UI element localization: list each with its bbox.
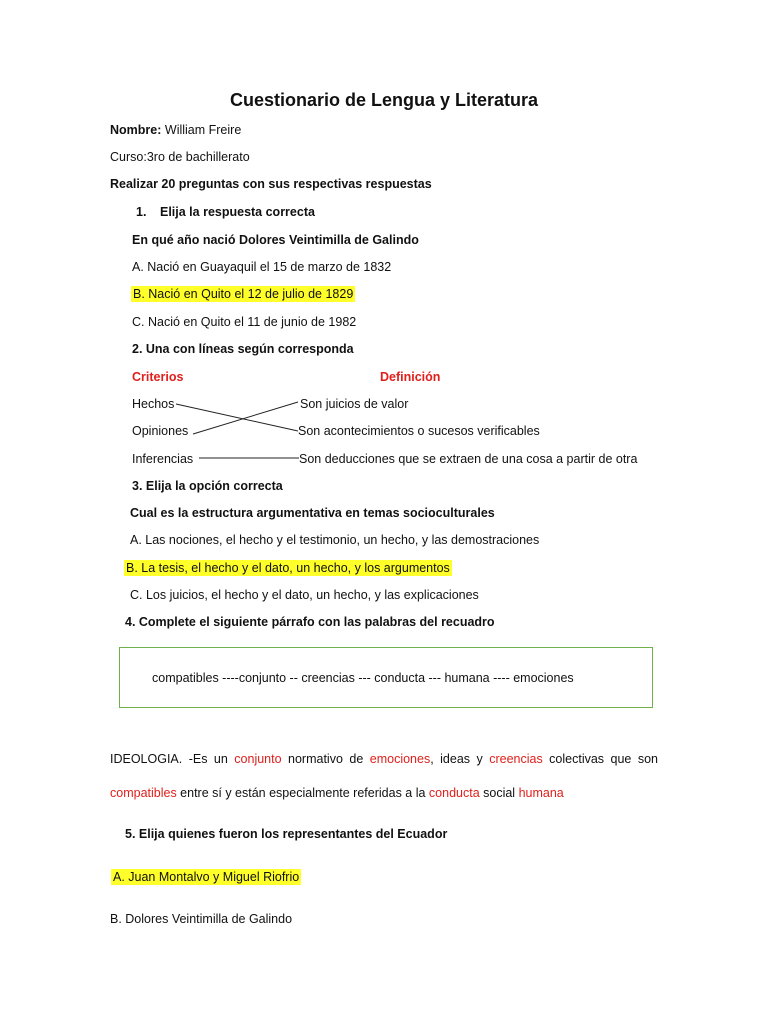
course-value: 3ro de bachillerato	[146, 150, 250, 164]
q3-option-a: A. Las nociones, el hecho y el testimonio, un hecho, y las demostraciones	[130, 533, 540, 547]
q2-criterio-inferencias: Inferencias	[132, 452, 194, 466]
q2-col-definicion: Definición	[380, 370, 441, 384]
word-box	[119, 647, 653, 708]
q3-option-c: C. Los juicios, el hecho y el dato, un hecho, y las explicaciones	[130, 588, 479, 602]
q1-option-a: A. Nació en Guayaquil el 15 de marzo de 1832	[132, 260, 392, 274]
filled-word-emociones: emociones	[369, 752, 431, 766]
name-value: William Freire	[164, 123, 242, 137]
course-label: Curso:	[110, 150, 147, 164]
q2-definicion-1: Son juicios de valor	[300, 397, 409, 411]
q2-criterio-hechos: Hechos	[132, 397, 175, 411]
word-box-text: compatibles ----conjunto -- creencias --- conducta --- humana ---- emociones	[152, 671, 574, 685]
q5-heading: 5. Elija quienes fueron los representantes del Ecuador	[125, 827, 448, 841]
q1-number: 1.	[136, 205, 147, 219]
q1-question: En qué año nació Dolores Veintimilla de Galindo	[132, 233, 419, 247]
q3-question: Cual es la estructura argumentativa en temas socioculturales	[130, 506, 495, 520]
filled-word-creencias: creencias	[489, 752, 543, 766]
ideologia-paragraph-line-1	[110, 751, 658, 767]
filled-word-conjunto: conjunto	[234, 752, 282, 766]
filled-word-conducta: conducta	[428, 786, 480, 800]
document-title: Cuestionario de Lengua y Literatura	[229, 90, 539, 110]
q5-option-a-correct: A. Juan Montalvo y Miguel Riofrio	[113, 870, 300, 884]
paragraph-text: entre sí y están especialmente referidas a la	[176, 786, 429, 800]
paragraph-text: IDEOLOGIA. -Es un	[110, 752, 235, 766]
instruction: Realizar 20 preguntas con sus respectivas respuestas	[110, 177, 432, 191]
paragraph-text: social	[479, 786, 519, 800]
ideologia-paragraph-line-2	[110, 785, 564, 801]
paragraph-text: normativo de	[281, 752, 370, 766]
filled-word-humana: humana	[518, 786, 564, 800]
match-line-opiniones	[193, 402, 298, 434]
q2-criterio-opiniones: Opiniones	[132, 424, 189, 438]
q3-heading: 3. Elija la opción correcta	[132, 479, 283, 493]
q2-col-criterios: Criterios	[132, 370, 184, 384]
paragraph-text: colectivas que son	[542, 752, 658, 766]
paragraph-text: , ideas y	[430, 752, 490, 766]
q2-heading: 2. Una con líneas según corresponda	[132, 342, 354, 356]
q1-heading: Elija la respuesta correcta	[160, 205, 315, 219]
q2-definicion-2: Son acontecimientos o sucesos verificables	[298, 424, 540, 438]
q3-option-b-correct: B. La tesis, el hecho y el dato, un hecho, y los argumentos	[126, 561, 450, 575]
filled-word-compatibles: compatibles	[110, 786, 177, 800]
q1-option-c: C. Nació en Quito el 11 de junio de 1982	[132, 315, 357, 329]
q1-option-b-correct: B. Nació en Quito el 12 de julio de 1829	[133, 287, 354, 301]
q5-option-b: B. Dolores Veintimilla de Galindo	[110, 912, 293, 926]
q2-definicion-3: Son deducciones que se extraen de una cosa a partir de otra	[299, 452, 638, 466]
q4-heading: 4. Complete el siguiente párrafo con las palabras del recuadro	[125, 615, 495, 629]
name-label: Nombre:	[110, 123, 162, 137]
